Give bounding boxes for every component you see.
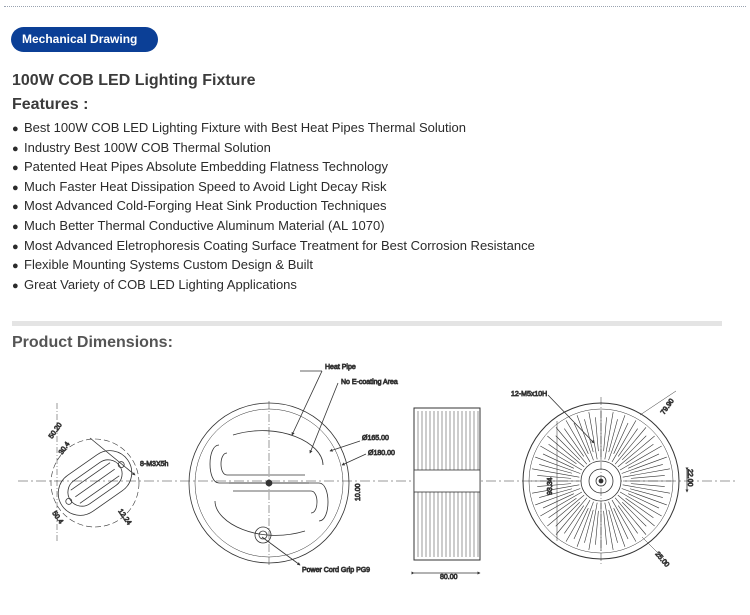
side-view	[414, 408, 480, 573]
feature-item: ● Most Advanced Cold-Forging Heat Sink Production Techniques	[12, 196, 535, 216]
bullet-icon: ●	[12, 162, 19, 175]
feature-item: ● Great Variety of COB LED Lighting Applications	[12, 275, 535, 295]
no-ecoating-label: No E-coating Area	[341, 379, 398, 386]
top-dotted-divider	[4, 6, 746, 7]
bullet-icon: ●	[12, 181, 19, 194]
bullet-icon: ●	[12, 240, 19, 253]
dim-25-label: 25.00	[653, 550, 671, 569]
m5-holes-label: 12-M5x10H	[511, 391, 548, 398]
dim-79-label: 79.90	[659, 397, 676, 417]
product-title: 100W COB LED Lighting Fixture	[12, 72, 256, 89]
front-view	[189, 401, 349, 565]
bullet-icon: ●	[12, 220, 19, 233]
dim-50-20: 50.20	[47, 421, 64, 441]
product-dimensions-heading: Product Dimensions:	[12, 334, 173, 351]
heat-pipe-label: Heat Pipe	[325, 364, 356, 371]
dim-93-label: 93.34	[547, 477, 554, 495]
bullet-icon: ●	[12, 123, 19, 135]
feature-item: ● Industry Best 100W COB Thermal Solution	[12, 138, 535, 158]
dim-10-label: 10.00	[355, 483, 362, 501]
mechanical-drawing-tab[interactable]: Mechanical Drawing	[11, 27, 158, 52]
features-heading: Features :	[12, 96, 89, 113]
dim-22-label: 22.00	[686, 469, 693, 487]
features-list	[12, 118, 535, 294]
dim-12-24: 12.24	[116, 508, 133, 527]
m3-holes-label: 8-M3X5h	[140, 461, 169, 468]
mechanical-drawing	[0, 355, 750, 613]
feature-item: ● Much Faster Heat Dissipation Speed to Avoid Light Decay Risk	[12, 177, 535, 197]
feature-item: ● Much Better Thermal Conductive Aluminum Material (AL 1070)	[12, 216, 535, 236]
feature-item: ● Best 100W COB LED Lighting Fixture with Best Heat Pipes Thermal Solution	[12, 118, 535, 138]
power-cord-label: Power Cord Grip PG9	[302, 567, 371, 574]
feature-item: ● Flexible Mounting Systems Custom Design & Built	[12, 255, 535, 275]
feature-item: ● Most Advanced Eletrophoresis Coating Surface Treatment for Best Corrosion Resistance	[12, 236, 535, 256]
dim-180-label: Ø180.00	[368, 450, 395, 457]
dim-30-4: 30.4	[57, 440, 72, 457]
feature-item: ● Patented Heat Pipes Absolute Embedding Flatness Technology	[12, 157, 535, 177]
dim-80-label: 80.00	[440, 574, 458, 581]
bullet-icon: ●	[12, 201, 19, 214]
bullet-icon: ●	[12, 279, 19, 292]
section-divider	[12, 321, 722, 326]
bullet-icon: ●	[12, 260, 19, 273]
dim-165-label: Ø165.00	[362, 435, 389, 442]
dim-50-4: 50.4	[50, 510, 64, 526]
bullet-icon: ●	[12, 142, 19, 155]
